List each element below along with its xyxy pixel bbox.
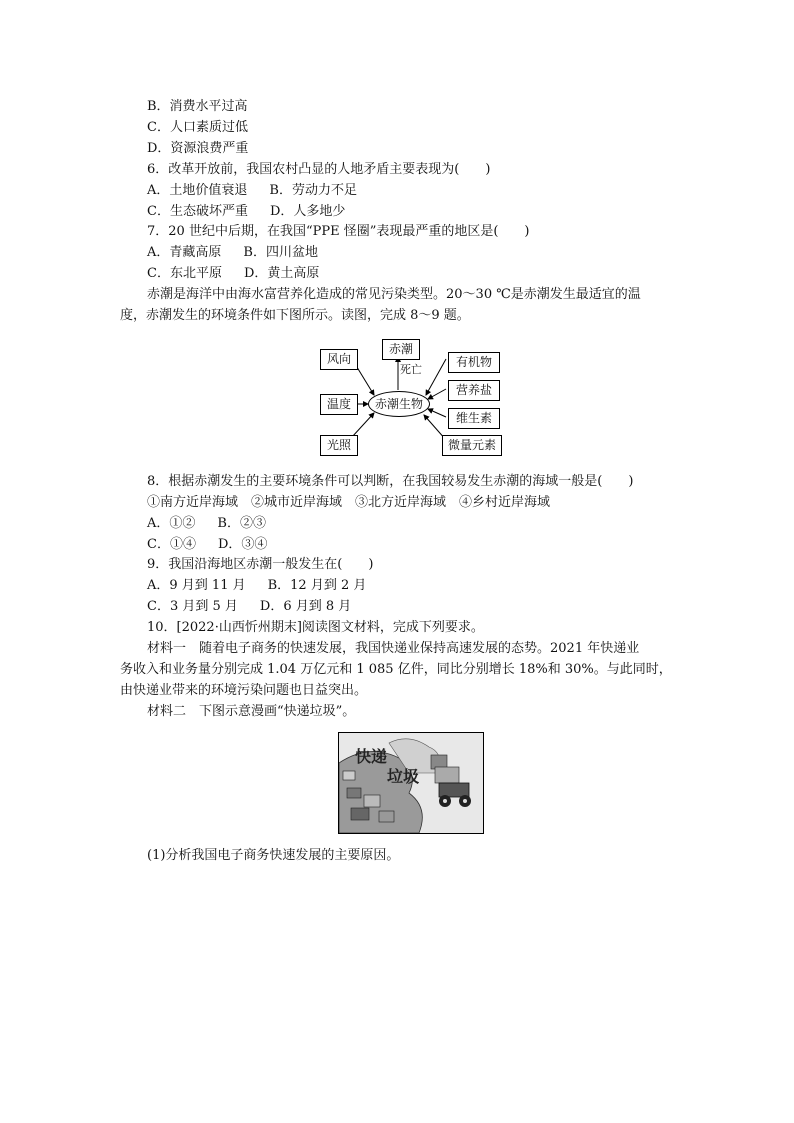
option-d-text: D．资源浪费严重	[147, 141, 249, 156]
material-1-line-3: 由快递业带来的环境污染问题也日益突出。	[120, 683, 368, 698]
question-8-options-ab	[147, 514, 266, 534]
q7-option-a: A．青藏高原	[147, 245, 222, 260]
sub-question-1: (1)分析我国电子商务快速发展的主要原因。	[147, 848, 400, 863]
cartoon-text-garbage: 垃圾	[387, 767, 420, 786]
q6-option-b: B．劳动力不足	[269, 183, 357, 198]
node-trace-elements: 微量元素	[442, 435, 502, 456]
q7-option-d: D．黄土高原	[243, 266, 320, 281]
q7-option-c: C．东北平原	[147, 266, 222, 281]
question-10-stem: 10．[2022·山西忻州期末]阅读图文材料，完成下列要求。	[147, 620, 484, 635]
cartoon-text-express: 快递	[355, 747, 388, 766]
q6-option-c: C．生态破坏严重	[147, 204, 248, 219]
death-label: 死亡	[400, 363, 422, 376]
node-organic-matter: 有机物	[448, 352, 500, 373]
question-8-items: ①南方近岸海域 ②城市近岸海域 ③北方近岸海域 ④乡村近岸海域	[147, 495, 551, 510]
material-2: 材料二 下图示意漫画“快递垃圾”。	[147, 704, 356, 719]
option-c-text: C．人口素质过低	[147, 120, 248, 135]
passage-line-2: 度，赤潮发生的环境条件如下图所示。读图，完成 8～9 题。	[120, 308, 470, 323]
material-1-line-2: 务收入和业务量分别完成 1.04 万亿元和 1 085 亿件，同比分别增长 18%和 30%。与此同时，	[120, 662, 672, 677]
passage-line-1: 赤潮是海洋中由海水富营养化造成的常见污染类型。20～30 ℃是赤潮发生最适宜的温	[147, 287, 641, 302]
question-7-options-ab	[147, 243, 318, 263]
node-organism: 赤潮生物	[368, 391, 430, 417]
q8-option-d: D．③④	[217, 537, 268, 552]
node-red-tide: 赤潮	[382, 339, 420, 360]
question-8-stem: 8．根据赤潮发生的主要环境条件可以判断，在我国较易发生赤潮的海域一般是( )	[147, 474, 634, 489]
question-6-options-ab	[147, 181, 357, 201]
q9-option-a: A．9 月到 11 月	[147, 578, 246, 593]
q8-option-b: B．②③	[217, 516, 266, 531]
question-6-options-cd	[147, 202, 345, 222]
node-nutrient-salt: 营养盐	[448, 380, 500, 401]
question-9-options-cd	[147, 597, 351, 617]
question-9-options-ab	[147, 576, 366, 596]
q7-option-b: B．四川盆地	[243, 245, 318, 260]
q6-option-a: A．土地价值衰退	[147, 183, 248, 198]
q9-option-c: C．3 月到 5 月	[147, 599, 238, 614]
node-temperature: 温度	[320, 394, 358, 415]
question-7-options-cd	[147, 264, 319, 284]
node-light: 光照	[320, 435, 358, 456]
q9-option-b: B．12 月到 2 月	[267, 578, 367, 593]
option-b-text: B．消费水平过高	[147, 99, 248, 114]
question-6-stem: 6．改革开放前，我国农村凸显的人地矛盾主要表现为( )	[147, 162, 491, 177]
question-8-options-cd	[147, 535, 267, 555]
question-7-stem: 7．20 世纪中后期，在我国“PPE 怪圈”表现最严重的地区是( )	[147, 224, 530, 239]
question-9-stem: 9．我国沿海地区赤潮一般发生在( )	[147, 557, 374, 572]
q6-option-d: D．人多地少	[269, 204, 346, 219]
node-vitamin: 维生素	[448, 408, 500, 429]
material-1-line-1: 材料一 随着电子商务的快速发展，我国快递业保持高速发展的态势。2021 年快递业	[147, 641, 640, 656]
red-tide-diagram	[318, 337, 502, 459]
q9-option-d: D．6 月到 8 月	[259, 599, 352, 614]
q8-option-a: A．①②	[147, 516, 196, 531]
node-wind: 风向	[320, 349, 358, 370]
express-waste-cartoon	[338, 732, 484, 834]
q8-option-c: C．①④	[147, 537, 196, 552]
